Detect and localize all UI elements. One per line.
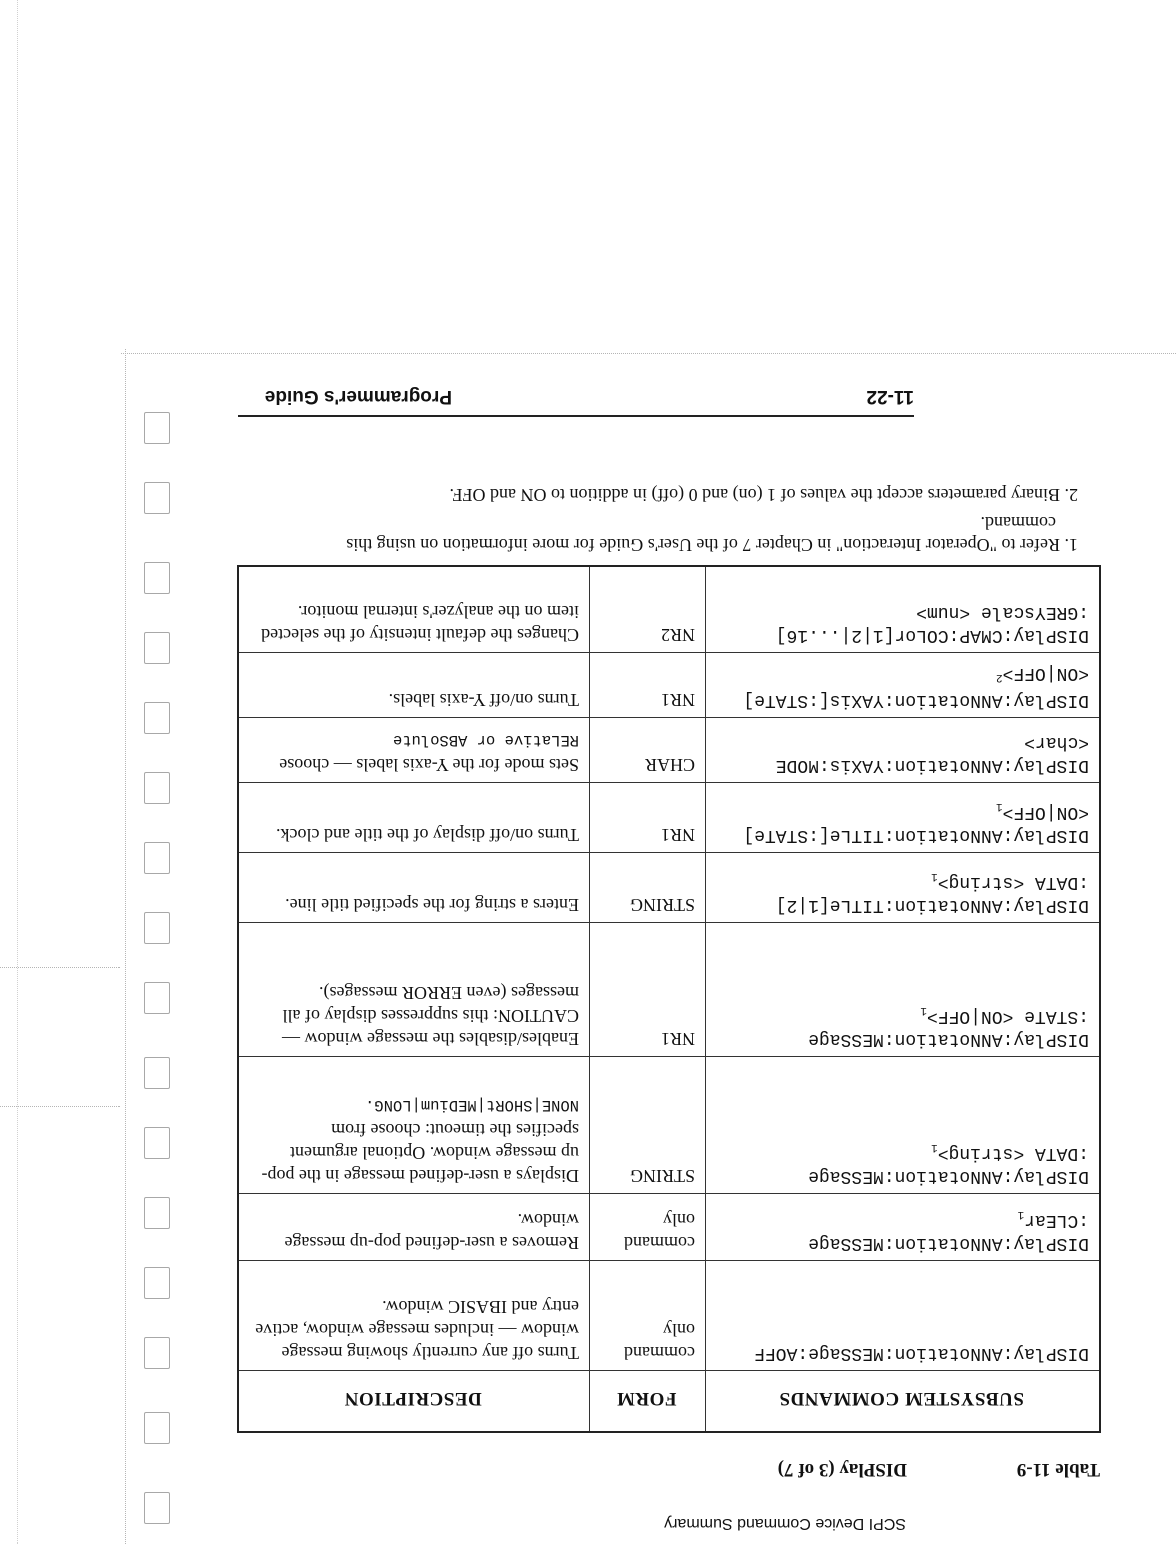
command-cell xyxy=(706,783,1101,853)
description-cell: Enables/disables the message window — CAUTION: this suppresses display of all messages (even ERROR messages). xyxy=(238,923,590,1057)
column-header: DESCRIPTION xyxy=(238,1371,590,1433)
command-arg: :DATA <string> xyxy=(937,1143,1089,1163)
footer-rule xyxy=(238,415,914,417)
binder-hole xyxy=(144,1267,170,1299)
command-table xyxy=(237,566,1101,1434)
page-edge-line xyxy=(121,353,1176,354)
form-cell: NR1 xyxy=(590,923,706,1057)
command-arg: <ON|OFF> xyxy=(1002,663,1089,683)
command-line: DISPlay:CMAP:COLor[1|2|...16] xyxy=(775,625,1089,645)
command-line: DISPlay:ANNotation:MESSage xyxy=(808,1029,1089,1049)
page-edge-line xyxy=(125,349,126,1544)
table-row xyxy=(238,1057,1100,1194)
form-cell: NR1 xyxy=(590,653,706,718)
scan-dotted-line xyxy=(0,1106,120,1107)
binder-hole xyxy=(144,702,170,734)
description-mono-text: RELative or ABSolute xyxy=(392,731,579,749)
command-cell xyxy=(706,653,1101,718)
binder-hole xyxy=(144,412,170,444)
footnote-ref: 1 xyxy=(931,870,938,882)
table-row xyxy=(238,923,1100,1057)
form-cell: STRING xyxy=(590,1057,706,1194)
command-line xyxy=(714,1135,1089,1164)
binder-hole xyxy=(144,1337,170,1369)
command-cell xyxy=(706,923,1101,1057)
footnote-ref: 1 xyxy=(995,800,1003,812)
binder-hole xyxy=(144,912,170,944)
column-header: SUBSYSTEM COMMANDS xyxy=(706,1371,1101,1433)
form-cell: NR1 xyxy=(590,783,706,853)
command-line: DISPlay:ANNotation:TITLe[:STATe] xyxy=(743,825,1089,845)
command-arg: :CLEar xyxy=(1024,1210,1089,1230)
command-line xyxy=(714,794,1089,823)
description-cell xyxy=(238,718,590,783)
binder-hole xyxy=(144,1127,170,1159)
scan-edge-line xyxy=(17,0,18,1544)
description-cell: Turns on/off Y-axis labels. xyxy=(238,653,590,718)
column-header: FORM xyxy=(590,1371,706,1433)
command-line xyxy=(714,998,1089,1027)
table-row xyxy=(238,718,1100,783)
form-cell: STRING xyxy=(590,853,706,923)
section-title: SCPI Device Command Summary xyxy=(664,1515,906,1532)
form-cell: command only xyxy=(590,1194,706,1261)
binder-hole xyxy=(144,1492,170,1524)
footnote-ref: 1 xyxy=(920,1004,927,1016)
table-row xyxy=(238,1261,1100,1371)
command-cell xyxy=(706,567,1101,653)
binder-hole xyxy=(144,982,170,1014)
footnote-ref: 1 xyxy=(931,1141,938,1153)
footnote-ref: 2 xyxy=(995,671,1003,683)
note-item: 1. Refer to "Operator Interaction" in Chapter 7 of the User's Guide for more information on using this command. xyxy=(346,513,1078,555)
guide-name: Programmer's Guide xyxy=(264,386,452,407)
binder-hole xyxy=(144,482,170,514)
command-arg: :STATe <ON|OFF> xyxy=(926,1006,1089,1026)
description-cell xyxy=(238,1057,590,1194)
table-header-row xyxy=(238,1371,1100,1433)
description-cell: Turns off any currently showing message window — includes message window, active entry and IBASIC window. xyxy=(238,1261,590,1371)
command-line: DISPlay:ANNotation:YAXis:MODE xyxy=(775,755,1089,775)
description-text: Displays a user-defined message in the pop-up message window. Optional argument specifies the timeout: choose from xyxy=(261,1120,579,1186)
binder-hole xyxy=(144,1197,170,1229)
binder-hole xyxy=(144,842,170,874)
description-cell: Changes the default intensity of the selected item on the analyzer's internal monitor. xyxy=(238,567,590,653)
note-item: 2. Binary parameters accept the values of 1 (on) and 0 (off) in addition to ON and OFF. xyxy=(449,485,1078,505)
binder-hole xyxy=(144,1057,170,1089)
table-row xyxy=(238,853,1100,923)
table-name: DISPlay (3 of 7) xyxy=(777,1459,907,1480)
scan-dotted-line xyxy=(0,967,120,968)
command-line: DISPlay:ANNotation:TITLe[1|2] xyxy=(775,895,1089,915)
command-line: DISPlay:ANNotation:MESSage xyxy=(808,1166,1089,1186)
form-cell: CHAR xyxy=(590,718,706,783)
description-text: Sets mode for the Y-axis labels — choose xyxy=(279,755,579,775)
page-number: 11-22 xyxy=(866,386,914,407)
binder-hole xyxy=(144,772,170,804)
table-row xyxy=(238,567,1100,653)
command-line xyxy=(714,1202,1089,1231)
table-notes xyxy=(288,478,1078,556)
description-cell: Enters a string for the specified title line. xyxy=(238,853,590,923)
command-cell xyxy=(706,1194,1101,1261)
command-arg: <ON|OFF> xyxy=(1002,802,1089,822)
description-mono-text: NONE|SHORt|MEDium|LONG. xyxy=(365,1096,579,1114)
command-line xyxy=(714,864,1089,893)
command-line xyxy=(714,661,1089,688)
description-cell: Turns on/off display of the title and clock. xyxy=(238,783,590,853)
command-line: :GREYscale <num> xyxy=(916,602,1089,622)
command-cell xyxy=(706,718,1101,783)
command-line: DISPlay:ANNotation:MESSage:AOFF xyxy=(754,1343,1089,1363)
table-row xyxy=(238,1194,1100,1261)
command-line: <char> xyxy=(1024,732,1089,752)
table-row xyxy=(238,783,1100,853)
command-cell xyxy=(706,1261,1101,1371)
binder-hole xyxy=(144,632,170,664)
binder-hole xyxy=(144,1412,170,1444)
command-cell xyxy=(706,853,1101,923)
form-cell: command only xyxy=(590,1261,706,1371)
command-arg: :DATA <string> xyxy=(937,872,1089,892)
binder-hole xyxy=(144,562,170,594)
command-cell xyxy=(706,1057,1101,1194)
command-line: DISPlay:ANNotation:YAXis[:STATe] xyxy=(743,690,1089,710)
table-row xyxy=(238,653,1100,718)
table-number: Table 11-9 xyxy=(1016,1459,1100,1480)
form-cell: NR2 xyxy=(590,567,706,653)
description-cell: Removes a user-defined pop-up message window. xyxy=(238,1194,590,1261)
command-line: DISPlay:ANNotation:MESSage xyxy=(808,1233,1089,1253)
footnote-ref: 1 xyxy=(1017,1208,1025,1220)
